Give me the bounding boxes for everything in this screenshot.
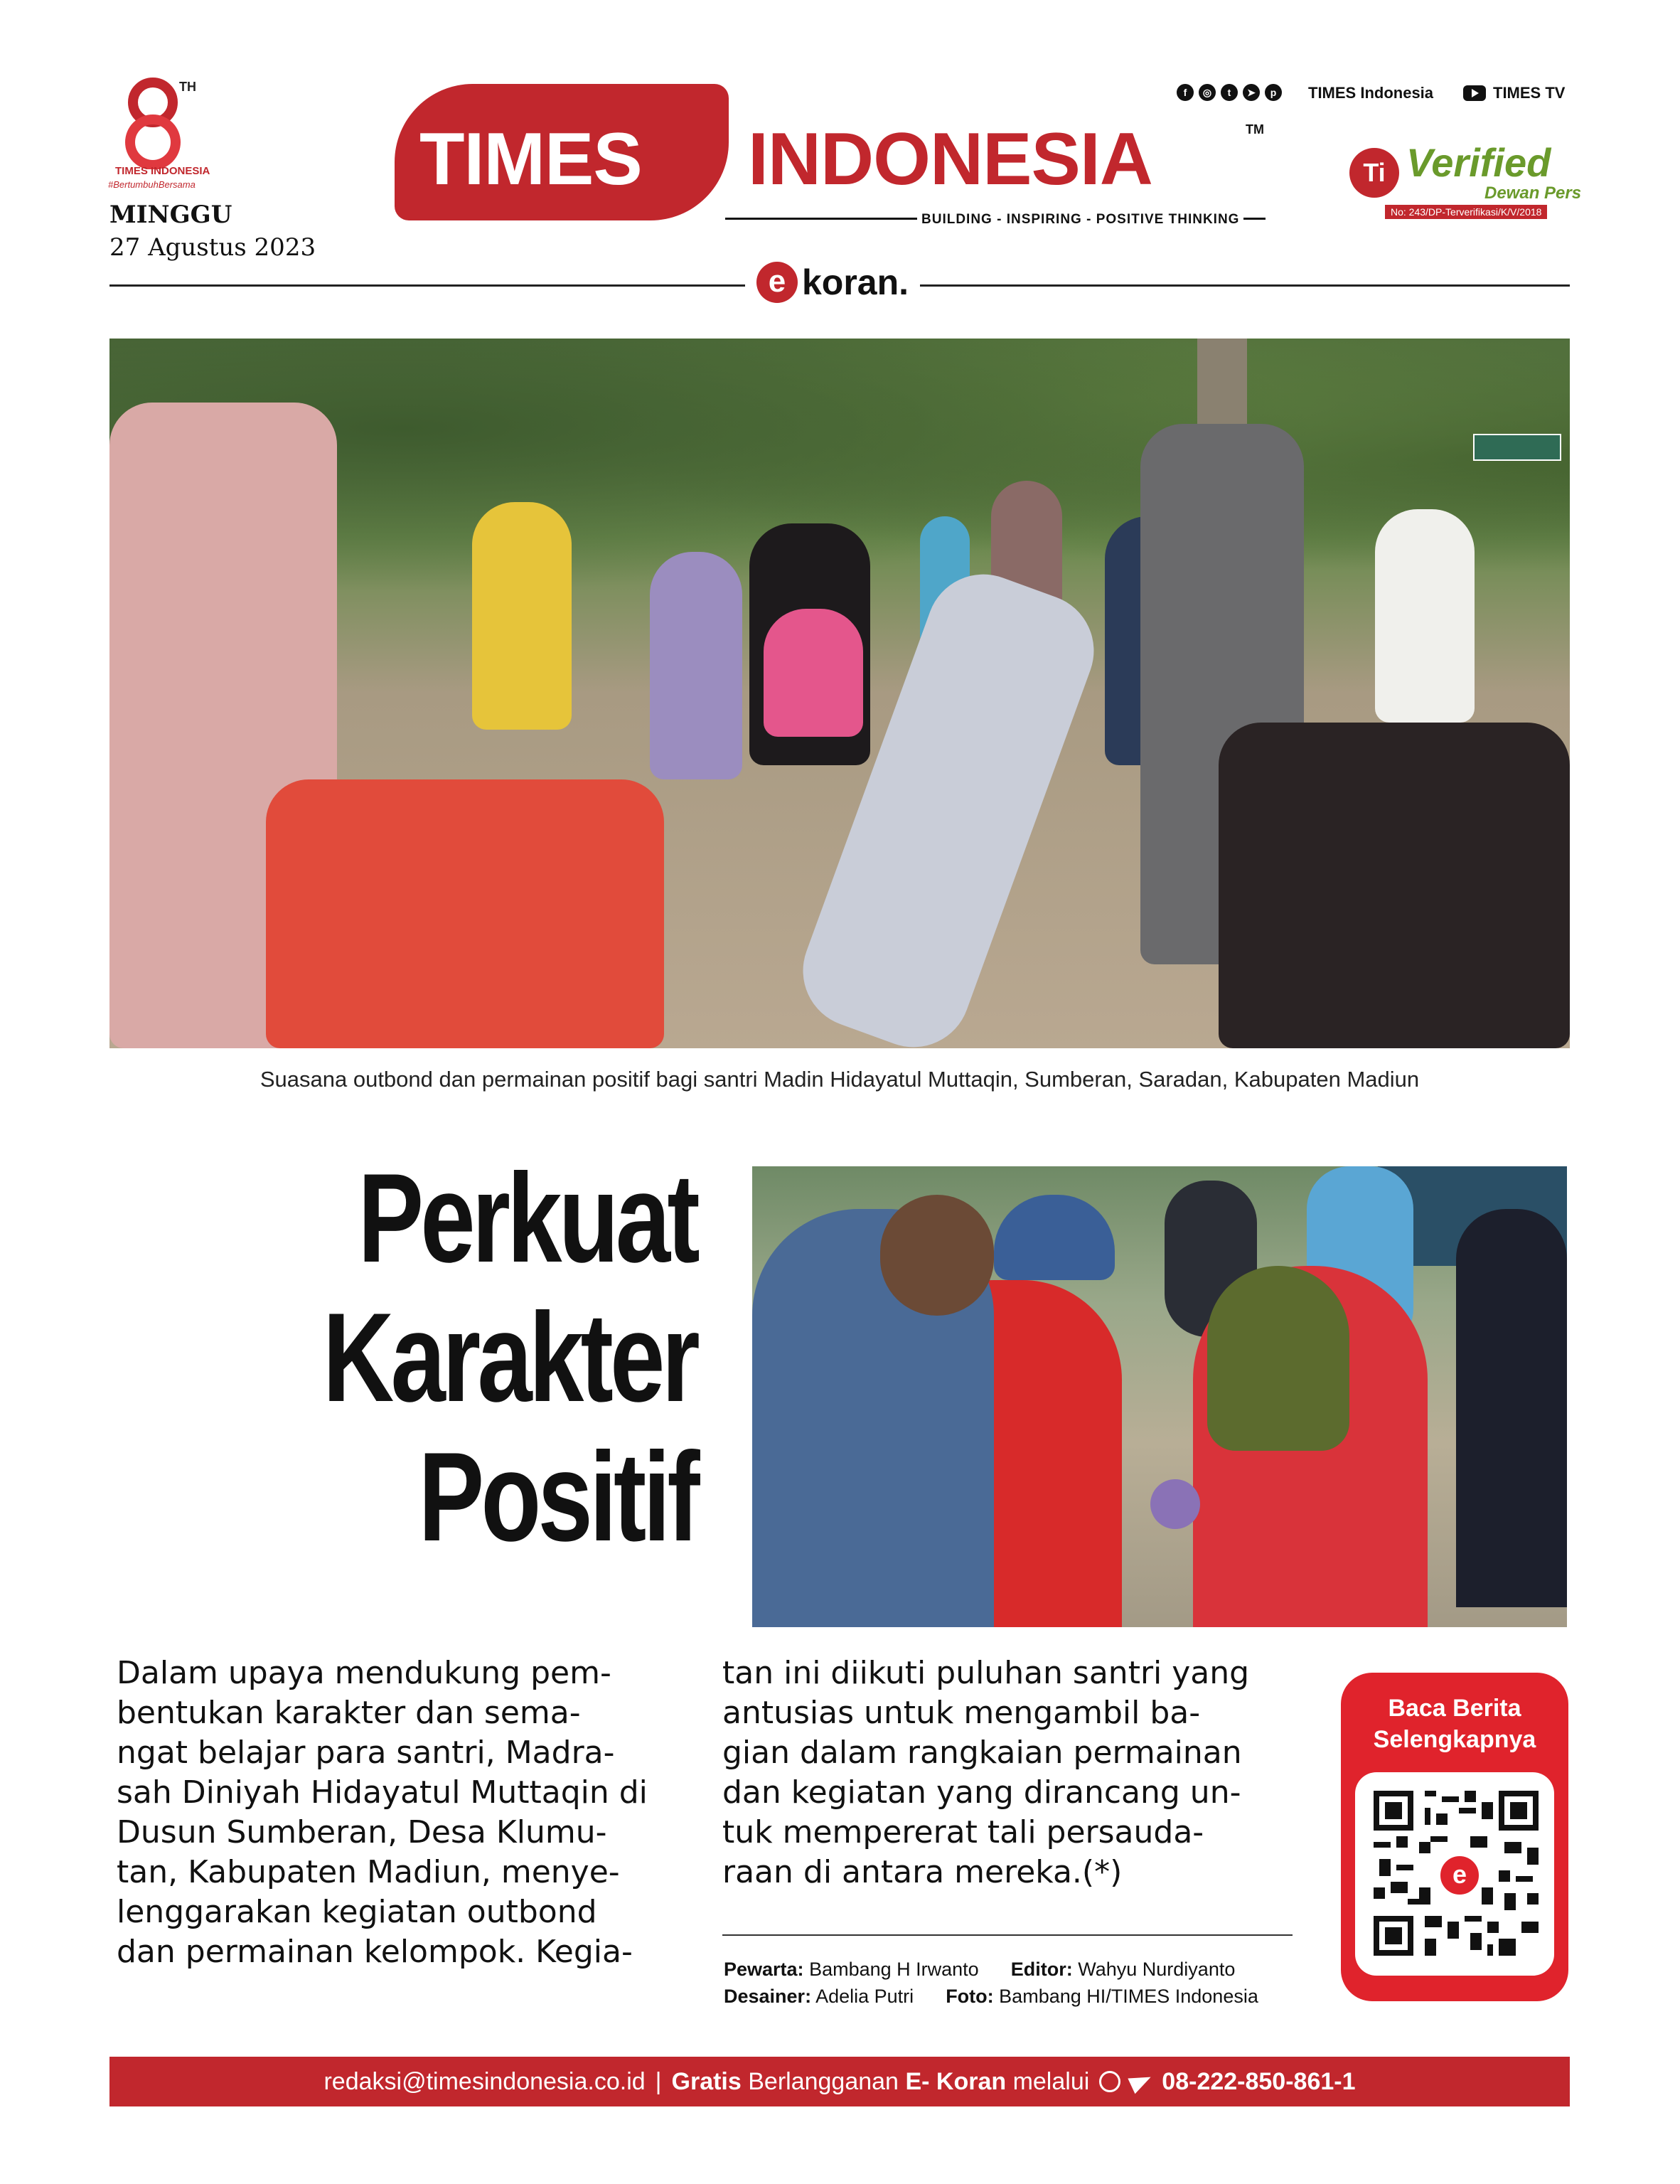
article-line: gian dalam rangkaian permainan xyxy=(722,1735,1242,1771)
logo-indonesia: INDONESIA xyxy=(748,118,1152,201)
qr-title-line-1: Baca Berita xyxy=(1388,1695,1521,1722)
article-line: Dalam upaya mendukung pem- xyxy=(117,1655,611,1691)
credits-rule xyxy=(722,1934,1293,1936)
credits xyxy=(724,1956,1258,2010)
headline xyxy=(225,1149,697,1567)
instagram-icon[interactable]: ◎ xyxy=(1199,84,1216,101)
anniversary-8-logo xyxy=(121,77,185,169)
editor-name: Wahyu Nurdiyanto xyxy=(1078,1959,1236,1980)
twitter-icon[interactable]: t xyxy=(1221,84,1238,101)
footer-ekoran: E- Koran xyxy=(905,2067,1007,2095)
verified-title: Verified xyxy=(1406,140,1551,185)
telegram-icon[interactable] xyxy=(1128,2070,1155,2094)
telegram-icon[interactable]: ➤ xyxy=(1243,84,1260,101)
article-column-2 xyxy=(722,1653,1305,1892)
logo-slogan: BUILDING - INSPIRING - POSITIVE THINKING xyxy=(917,212,1243,228)
article-column-1 xyxy=(117,1653,685,1972)
desainer-name: Adelia Putri xyxy=(815,1986,914,2007)
footer-text-1: Berlangganan xyxy=(748,2067,899,2095)
article-line: dan kegiatan yang dirancang un- xyxy=(722,1774,1241,1811)
article-line: tan, Kabupaten Madiun, menye- xyxy=(117,1854,620,1890)
facebook-icon[interactable]: f xyxy=(1177,84,1194,101)
headline-line-3: Positif xyxy=(418,1426,697,1567)
pinterest-icon[interactable]: p xyxy=(1265,84,1282,101)
article-line: tan ini diikuti puluhan santri yang xyxy=(722,1655,1250,1691)
article-line: antusias untuk mengambil ba- xyxy=(722,1695,1201,1731)
edition-date: 27 Agustus 2023 xyxy=(109,233,316,262)
footer-gratis: Gratis xyxy=(671,2067,742,2095)
pewarta-label: Pewarta: xyxy=(724,1959,804,1980)
headline-line-2: Karakter xyxy=(323,1287,697,1428)
article-line: ngat belajar para santri, Madra- xyxy=(117,1735,615,1771)
foto-name: Bambang HI/TIMES Indonesia xyxy=(999,1986,1258,2007)
article-line: sah Diniyah Hidayatul Muttaqin di xyxy=(117,1774,648,1811)
anniversary-tagline: #BertumbuhBersama xyxy=(108,179,196,190)
photo-caption: Suasana outbond dan permainan positif bagi santri Madin Hidayatul Muttaqin, Sumberan, Saradan, Kabupaten Madiun xyxy=(260,1067,1420,1092)
main-photo xyxy=(109,339,1570,1048)
verified-number: No: 243/DP-Terverifikasi/K/V/2018 xyxy=(1385,205,1547,219)
qr-title-line-2: Selengkapnya xyxy=(1373,1726,1536,1753)
anniversary-brand: TIMES INDONESIA xyxy=(115,165,210,177)
anniversary-suffix: TH xyxy=(179,80,196,94)
footer-text-2: melalui xyxy=(1012,2067,1090,2095)
secondary-photo xyxy=(752,1166,1567,1627)
qr-center-e-icon: e xyxy=(1438,1853,1482,1897)
article-line: tuk mempererat tali persauda- xyxy=(722,1814,1204,1850)
article-line: bentukan karakter dan sema- xyxy=(117,1695,581,1731)
editor-label: Editor: xyxy=(1010,1959,1073,1980)
article-line: raan di antara mereka.(*) xyxy=(722,1854,1123,1890)
article-line: lenggarakan kegiatan outbond xyxy=(117,1894,597,1930)
ekoran-label: koran. xyxy=(802,262,909,302)
social-label[interactable]: TIMES Indonesia xyxy=(1308,84,1434,102)
headline-line-1: Perkuat xyxy=(358,1147,697,1289)
social-icons xyxy=(1177,84,1282,101)
edition-day: MINGGU xyxy=(109,201,232,229)
logo-times: TIMES xyxy=(419,118,642,201)
footer-phone[interactable]: 08-222-850-861-1 xyxy=(1162,2067,1356,2095)
logo-trademark: TM xyxy=(1246,122,1264,137)
article-line: dan permainan kelompok. Kegia- xyxy=(117,1934,633,1970)
footer-text xyxy=(109,2057,1570,2106)
article-line: Dusun Sumberan, Desa Klumu- xyxy=(117,1814,607,1850)
foto-label: Foto: xyxy=(946,1986,994,2007)
youtube-icon[interactable] xyxy=(1463,85,1486,101)
ekoran-e-icon: e xyxy=(756,262,798,303)
verified-subtitle: Dewan Pers xyxy=(1484,183,1582,203)
ekoran-logo xyxy=(745,262,920,303)
qr-title xyxy=(1341,1693,1568,1755)
pewarta-name: Bambang H Irwanto xyxy=(809,1959,979,1980)
ti-badge-icon: Ti xyxy=(1349,148,1399,198)
times-tv-label[interactable]: TIMES TV xyxy=(1493,84,1566,102)
whatsapp-icon[interactable] xyxy=(1099,2071,1120,2092)
footer-separator: | xyxy=(655,2067,662,2095)
desainer-label: Desainer: xyxy=(724,1986,812,2007)
footer-email[interactable]: redaksi@timesindonesia.co.id xyxy=(323,2067,646,2095)
